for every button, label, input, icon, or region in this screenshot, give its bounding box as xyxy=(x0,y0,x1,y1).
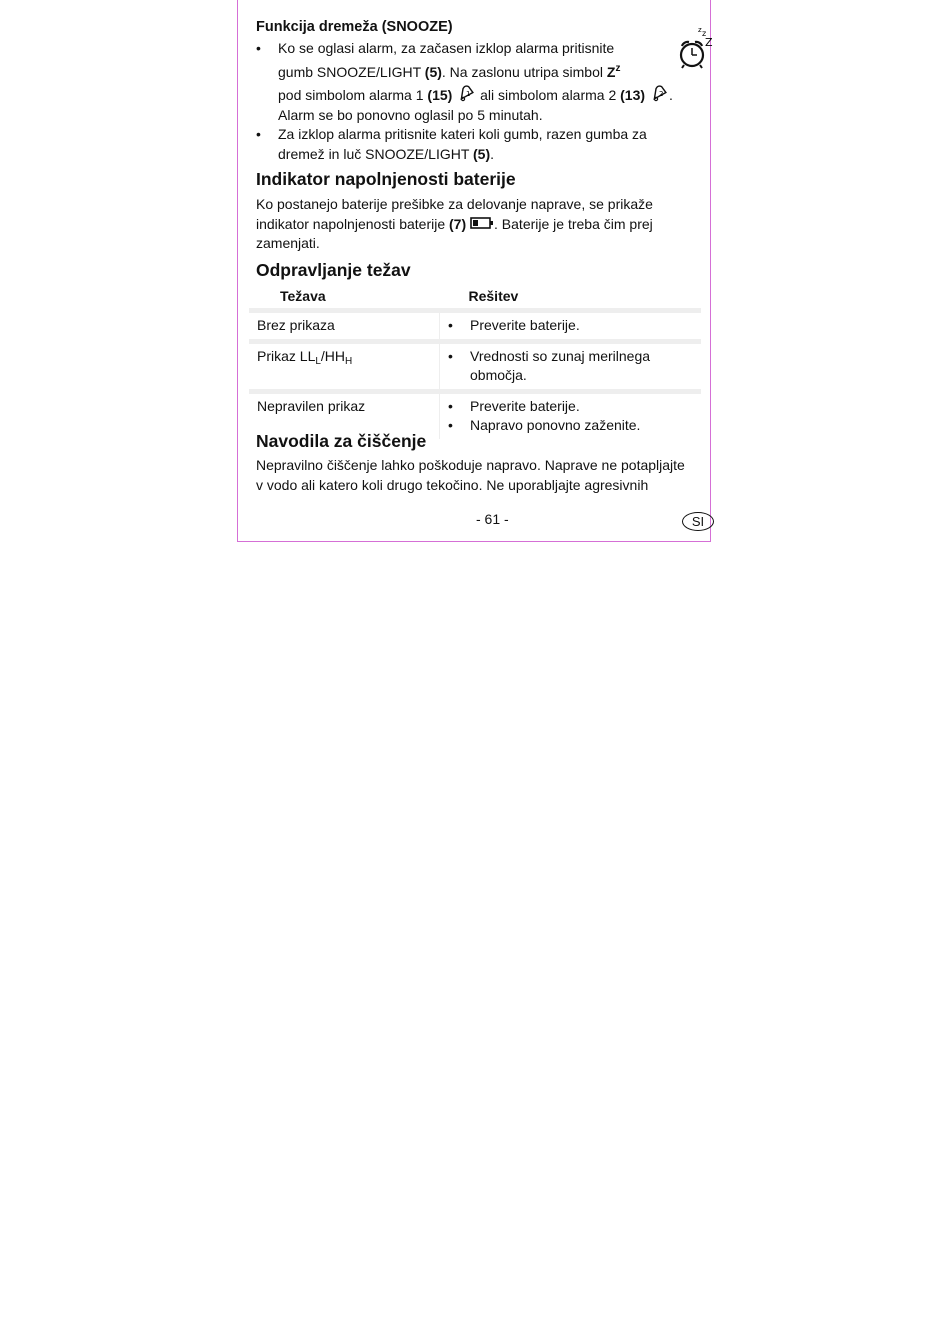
cleaning-line2: v vodo ali katero koli drugo tekočino. Ne uporabljajte agresivnih xyxy=(256,476,649,493)
cleaning-line1: Nepravilno čiščenje lahko poškoduje napravo. Naprave ne potapljajte xyxy=(256,457,685,473)
alarm-bell-1-icon xyxy=(456,85,476,103)
battery-paragraph xyxy=(256,195,696,254)
svg-text:z: z xyxy=(702,29,707,38)
snooze-item-2-line1: • Za izklop alarma pritisnite kateri koli gumb, razen gumba za xyxy=(278,126,647,142)
problem-cell: Prikaz $LL_L/HH_H$ xyxy=(249,341,440,391)
solution-item: • Preverite baterije. xyxy=(448,397,693,417)
troubleshooting-heading: Odpravljanje težav xyxy=(256,260,411,280)
solution-item: • Napravo ponovno zaženite. xyxy=(448,416,693,436)
problem-cell: Nepravilen prikaz xyxy=(249,391,440,439)
table-row xyxy=(249,311,701,342)
alarm-bell-2-icon xyxy=(649,85,669,103)
snooze-item-2 xyxy=(256,125,696,164)
snooze-item-1-line2: gumb SNOOZE/LIGHT (5). Na zaslonu utripa simbol $Z^z$ xyxy=(278,62,621,80)
svg-text:1: 1 xyxy=(466,90,471,98)
svg-text:2: 2 xyxy=(658,90,664,98)
battery-line2: indikator napolnjenosti baterije (7) . Baterije je treba čim prej xyxy=(256,215,653,232)
svg-text:Z: Z xyxy=(705,36,713,49)
snooze-list xyxy=(256,39,696,164)
solution-cell xyxy=(440,311,702,342)
battery-heading: Indikator napolnjenosti baterije xyxy=(256,169,516,189)
language-badge: SI xyxy=(682,512,714,531)
solution-cell xyxy=(440,341,702,391)
cleaning-paragraph xyxy=(256,456,706,495)
cleaning-heading: Navodila za čiščenje xyxy=(256,431,427,451)
manual-page xyxy=(237,0,711,542)
column-header-solution: Rešitev xyxy=(468,288,519,305)
page-number: - 61 - xyxy=(476,511,509,527)
battery-line1: Ko postanejo baterije prešibke za delovanje naprave, se prikaže xyxy=(256,196,653,212)
problem-cell: Brez prikaza xyxy=(249,311,440,342)
snooze-item-1 xyxy=(256,39,696,125)
column-header-problem: Težava xyxy=(280,288,326,305)
snooze-item-1-line3: pod simbolom alarma 1 (15) 1 ali simbolom alarma 2 (13) 2 . xyxy=(278,85,696,106)
solution-item: • Preverite baterije. xyxy=(448,316,693,336)
battery-low-icon xyxy=(470,217,494,230)
snooze-item-2-line2: dremež in luč SNOOZE/LIGHT (5). xyxy=(278,145,495,162)
solution-item: • Vrednosti so zunaj merilnega območja. xyxy=(448,347,693,386)
troubleshooting-table xyxy=(249,285,701,439)
snooze-heading: Funkcija dremeža (SNOOZE) xyxy=(256,19,453,35)
snooze-z-symbol: Z xyxy=(606,63,616,80)
solution-cell xyxy=(440,391,702,439)
table-header-row xyxy=(249,285,701,311)
snooze-item-1-line1: • Ko se oglasi alarm, za začasen izklop alarma pritisnite xyxy=(278,40,615,56)
svg-text:z: z xyxy=(698,26,702,34)
snooze-item-1-line4: Alarm se bo ponovno oglasil po 5 minutah. xyxy=(278,106,543,123)
battery-line3: zamenjati. xyxy=(256,235,320,251)
table-row xyxy=(249,341,701,391)
